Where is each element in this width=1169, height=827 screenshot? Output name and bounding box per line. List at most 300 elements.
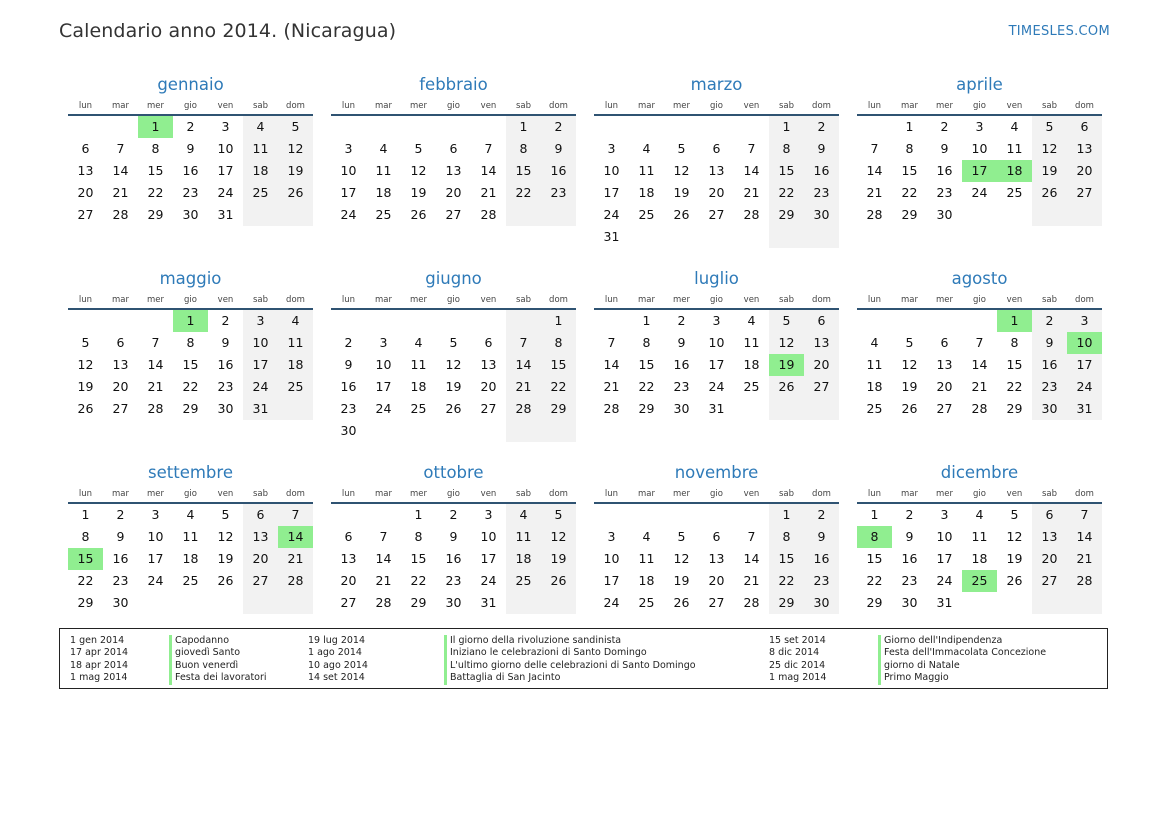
day-cell[interactable]: 26 <box>77 401 94 416</box>
day-cell[interactable]: 24 <box>147 573 164 588</box>
day-cell[interactable]: 2 <box>221 313 230 328</box>
day-cell[interactable]: 26 <box>673 595 690 610</box>
day-cell[interactable]: 5 <box>414 141 423 156</box>
day-cell[interactable]: 23 <box>445 573 462 588</box>
day-cell[interactable]: 27 <box>112 401 129 416</box>
day-cell[interactable]: 31 <box>243 398 278 420</box>
day-cell[interactable]: 18 <box>866 379 883 394</box>
day-cell[interactable]: 15 <box>866 551 883 566</box>
day-cell[interactable]: 1 <box>642 313 651 328</box>
day-cell[interactable]: 7 <box>870 141 879 156</box>
day-cell[interactable]: 19 <box>901 379 918 394</box>
day-cell[interactable]: 31 <box>1067 398 1102 420</box>
day-cell[interactable]: 15 <box>182 357 199 372</box>
day-cell[interactable]: 30 <box>804 204 839 226</box>
day-cell[interactable]: 11 <box>278 332 313 354</box>
day-cell[interactable]: 3 <box>344 141 353 156</box>
day-cell[interactable]: 6 <box>804 310 839 332</box>
holiday-day-cell[interactable]: 17 <box>962 160 997 182</box>
day-cell[interactable]: 12 <box>77 357 94 372</box>
day-cell[interactable]: 23 <box>112 573 129 588</box>
day-cell[interactable]: 10 <box>147 529 164 544</box>
day-cell[interactable]: 6 <box>1067 116 1102 138</box>
day-cell[interactable]: 17 <box>375 379 392 394</box>
day-cell[interactable]: 20 <box>708 573 725 588</box>
day-cell[interactable]: 5 <box>541 504 576 526</box>
day-cell[interactable]: 19 <box>77 379 94 394</box>
day-cell[interactable]: 29 <box>901 207 918 222</box>
day-cell[interactable]: 26 <box>445 401 462 416</box>
day-cell[interactable]: 25 <box>1006 185 1023 200</box>
day-cell[interactable]: 14 <box>506 354 541 376</box>
day-cell[interactable]: 18 <box>243 160 278 182</box>
day-cell[interactable]: 18 <box>506 548 541 570</box>
day-cell[interactable]: 21 <box>506 376 541 398</box>
day-cell[interactable]: 11 <box>243 138 278 160</box>
day-cell[interactable]: 9 <box>1032 332 1067 354</box>
day-cell[interactable]: 15 <box>147 163 164 178</box>
day-cell[interactable]: 22 <box>638 379 655 394</box>
day-cell[interactable]: 27 <box>1032 570 1067 592</box>
day-cell[interactable]: 7 <box>506 332 541 354</box>
day-cell[interactable]: 28 <box>278 570 313 592</box>
day-cell[interactable]: 3 <box>975 119 984 134</box>
site-link[interactable]: TIMESLES.COM <box>1008 24 1110 39</box>
day-cell[interactable]: 26 <box>278 182 313 204</box>
holiday-day-cell[interactable]: 1 <box>997 310 1032 332</box>
day-cell[interactable]: 18 <box>971 551 988 566</box>
day-cell[interactable]: 12 <box>901 357 918 372</box>
day-cell[interactable]: 21 <box>147 379 164 394</box>
day-cell[interactable]: 14 <box>1067 526 1102 548</box>
day-cell[interactable]: 6 <box>484 335 493 350</box>
day-cell[interactable]: 31 <box>217 207 234 222</box>
day-cell[interactable]: 25 <box>243 182 278 204</box>
day-cell[interactable]: 26 <box>901 401 918 416</box>
holiday-day-cell[interactable]: 25 <box>962 570 997 592</box>
day-cell[interactable]: 9 <box>221 335 230 350</box>
day-cell[interactable]: 11 <box>182 529 199 544</box>
day-cell[interactable]: 14 <box>375 551 392 566</box>
day-cell[interactable]: 27 <box>708 207 725 222</box>
day-cell[interactable]: 29 <box>182 401 199 416</box>
day-cell[interactable]: 13 <box>804 332 839 354</box>
day-cell[interactable]: 1 <box>905 119 914 134</box>
day-cell[interactable]: 22 <box>541 376 576 398</box>
day-cell[interactable]: 10 <box>340 163 357 178</box>
day-cell[interactable]: 7 <box>116 141 125 156</box>
holiday-day-cell[interactable]: 18 <box>997 160 1032 182</box>
day-cell[interactable]: 2 <box>186 119 195 134</box>
day-cell[interactable]: 26 <box>1032 182 1067 204</box>
day-cell[interactable]: 5 <box>1010 507 1019 522</box>
day-cell[interactable]: 9 <box>804 526 839 548</box>
day-cell[interactable]: 15 <box>769 160 804 182</box>
day-cell[interactable]: 5 <box>1032 116 1067 138</box>
day-cell[interactable]: 15 <box>638 357 655 372</box>
day-cell[interactable]: 16 <box>112 551 129 566</box>
day-cell[interactable]: 7 <box>747 529 756 544</box>
day-cell[interactable]: 23 <box>901 573 918 588</box>
day-cell[interactable]: 12 <box>278 138 313 160</box>
day-cell[interactable]: 22 <box>1006 379 1023 394</box>
day-cell[interactable]: 15 <box>541 354 576 376</box>
day-cell[interactable]: 17 <box>936 551 953 566</box>
day-cell[interactable]: 4 <box>186 507 195 522</box>
day-cell[interactable]: 4 <box>642 141 651 156</box>
day-cell[interactable]: 29 <box>866 595 883 610</box>
day-cell[interactable]: 3 <box>712 313 721 328</box>
day-cell[interactable]: 31 <box>708 401 725 416</box>
day-cell[interactable]: 21 <box>866 185 883 200</box>
day-cell[interactable]: 25 <box>743 379 760 394</box>
day-cell[interactable]: 17 <box>708 357 725 372</box>
day-cell[interactable]: 20 <box>708 185 725 200</box>
day-cell[interactable]: 13 <box>708 551 725 566</box>
day-cell[interactable]: 14 <box>866 163 883 178</box>
day-cell[interactable]: 29 <box>77 595 94 610</box>
day-cell[interactable]: 28 <box>743 207 760 222</box>
day-cell[interactable]: 13 <box>445 163 462 178</box>
day-cell[interactable]: 25 <box>506 570 541 592</box>
day-cell[interactable]: 31 <box>603 229 620 244</box>
day-cell[interactable]: 6 <box>712 141 721 156</box>
day-cell[interactable]: 2 <box>804 116 839 138</box>
day-cell[interactable]: 3 <box>940 507 949 522</box>
day-cell[interactable]: 17 <box>340 185 357 200</box>
day-cell[interactable]: 16 <box>936 163 953 178</box>
day-cell[interactable]: 29 <box>410 595 427 610</box>
day-cell[interactable]: 23 <box>340 401 357 416</box>
day-cell[interactable]: 30 <box>445 595 462 610</box>
day-cell[interactable]: 25 <box>866 401 883 416</box>
day-cell[interactable]: 13 <box>480 357 497 372</box>
day-cell[interactable]: 25 <box>638 595 655 610</box>
day-cell[interactable]: 8 <box>642 335 651 350</box>
day-cell[interactable]: 3 <box>607 141 616 156</box>
day-cell[interactable]: 9 <box>905 529 914 544</box>
day-cell[interactable]: 27 <box>936 401 953 416</box>
day-cell[interactable]: 24 <box>971 185 988 200</box>
day-cell[interactable]: 5 <box>278 116 313 138</box>
day-cell[interactable]: 12 <box>673 163 690 178</box>
day-cell[interactable]: 9 <box>116 529 125 544</box>
day-cell[interactable]: 28 <box>1067 570 1102 592</box>
day-cell[interactable]: 23 <box>936 185 953 200</box>
day-cell[interactable]: 23 <box>804 182 839 204</box>
day-cell[interactable]: 15 <box>901 163 918 178</box>
day-cell[interactable]: 7 <box>607 335 616 350</box>
day-cell[interactable]: 30 <box>340 423 357 438</box>
day-cell[interactable]: 8 <box>186 335 195 350</box>
day-cell[interactable]: 5 <box>81 335 90 350</box>
day-cell[interactable]: 10 <box>936 529 953 544</box>
day-cell[interactable]: 3 <box>221 119 230 134</box>
day-cell[interactable]: 6 <box>712 529 721 544</box>
day-cell[interactable]: 19 <box>541 548 576 570</box>
day-cell[interactable]: 9 <box>804 138 839 160</box>
day-cell[interactable]: 22 <box>901 185 918 200</box>
day-cell[interactable]: 7 <box>975 335 984 350</box>
day-cell[interactable]: 23 <box>673 379 690 394</box>
day-cell[interactable]: 24 <box>340 207 357 222</box>
day-cell[interactable]: 5 <box>677 529 686 544</box>
day-cell[interactable]: 6 <box>81 141 90 156</box>
day-cell[interactable]: 27 <box>243 570 278 592</box>
day-cell[interactable]: 23 <box>1032 376 1067 398</box>
day-cell[interactable]: 26 <box>410 207 427 222</box>
day-cell[interactable]: 7 <box>484 141 493 156</box>
day-cell[interactable]: 9 <box>940 141 949 156</box>
day-cell[interactable]: 19 <box>278 160 313 182</box>
day-cell[interactable]: 9 <box>541 138 576 160</box>
day-cell[interactable]: 9 <box>677 335 686 350</box>
day-cell[interactable]: 21 <box>603 379 620 394</box>
day-cell[interactable]: 8 <box>541 332 576 354</box>
day-cell[interactable]: 19 <box>1006 551 1023 566</box>
day-cell[interactable]: 20 <box>936 379 953 394</box>
day-cell[interactable]: 22 <box>769 182 804 204</box>
day-cell[interactable]: 28 <box>866 207 883 222</box>
day-cell[interactable]: 28 <box>112 207 129 222</box>
day-cell[interactable]: 25 <box>278 376 313 398</box>
day-cell[interactable]: 1 <box>81 507 90 522</box>
day-cell[interactable]: 23 <box>182 185 199 200</box>
day-cell[interactable]: 27 <box>340 595 357 610</box>
day-cell[interactable]: 30 <box>217 401 234 416</box>
day-cell[interactable]: 24 <box>1067 376 1102 398</box>
day-cell[interactable]: 27 <box>77 207 94 222</box>
day-cell[interactable]: 10 <box>480 529 497 544</box>
day-cell[interactable]: 4 <box>642 529 651 544</box>
day-cell[interactable]: 18 <box>638 573 655 588</box>
day-cell[interactable]: 18 <box>375 185 392 200</box>
day-cell[interactable]: 2 <box>905 507 914 522</box>
day-cell[interactable]: 10 <box>603 551 620 566</box>
day-cell[interactable]: 7 <box>278 504 313 526</box>
day-cell[interactable]: 19 <box>217 551 234 566</box>
day-cell[interactable]: 12 <box>217 529 234 544</box>
day-cell[interactable]: 28 <box>147 401 164 416</box>
day-cell[interactable]: 1 <box>769 504 804 526</box>
day-cell[interactable]: 9 <box>449 529 458 544</box>
day-cell[interactable]: 20 <box>243 548 278 570</box>
day-cell[interactable]: 4 <box>747 313 756 328</box>
day-cell[interactable]: 4 <box>1010 119 1019 134</box>
day-cell[interactable]: 25 <box>182 573 199 588</box>
holiday-day-cell[interactable]: 8 <box>857 526 892 548</box>
day-cell[interactable]: 10 <box>971 141 988 156</box>
day-cell[interactable]: 20 <box>480 379 497 394</box>
day-cell[interactable]: 10 <box>375 357 392 372</box>
day-cell[interactable]: 12 <box>769 332 804 354</box>
day-cell[interactable]: 20 <box>1067 160 1102 182</box>
day-cell[interactable]: 14 <box>743 163 760 178</box>
day-cell[interactable]: 27 <box>804 376 839 398</box>
day-cell[interactable]: 30 <box>112 595 129 610</box>
day-cell[interactable]: 13 <box>708 163 725 178</box>
day-cell[interactable]: 13 <box>340 551 357 566</box>
day-cell[interactable]: 16 <box>182 163 199 178</box>
day-cell[interactable]: 12 <box>673 551 690 566</box>
day-cell[interactable]: 8 <box>769 526 804 548</box>
day-cell[interactable]: 10 <box>603 163 620 178</box>
day-cell[interactable]: 11 <box>506 526 541 548</box>
day-cell[interactable]: 16 <box>217 357 234 372</box>
day-cell[interactable]: 17 <box>480 551 497 566</box>
day-cell[interactable]: 18 <box>743 357 760 372</box>
day-cell[interactable]: 29 <box>769 592 804 614</box>
holiday-day-cell[interactable]: 10 <box>1067 332 1102 354</box>
day-cell[interactable]: 12 <box>445 357 462 372</box>
day-cell[interactable]: 6 <box>243 504 278 526</box>
day-cell[interactable]: 22 <box>182 379 199 394</box>
day-cell[interactable]: 30 <box>1032 398 1067 420</box>
day-cell[interactable]: 14 <box>971 357 988 372</box>
day-cell[interactable]: 22 <box>866 573 883 588</box>
day-cell[interactable]: 30 <box>673 401 690 416</box>
day-cell[interactable]: 16 <box>541 160 576 182</box>
holiday-day-cell[interactable]: 1 <box>138 116 173 138</box>
day-cell[interactable]: 31 <box>480 595 497 610</box>
day-cell[interactable]: 8 <box>506 138 541 160</box>
day-cell[interactable]: 5 <box>677 141 686 156</box>
day-cell[interactable]: 14 <box>743 551 760 566</box>
day-cell[interactable]: 22 <box>147 185 164 200</box>
day-cell[interactable]: 8 <box>81 529 90 544</box>
day-cell[interactable]: 8 <box>769 138 804 160</box>
day-cell[interactable]: 24 <box>603 207 620 222</box>
day-cell[interactable]: 23 <box>804 570 839 592</box>
day-cell[interactable]: 20 <box>340 573 357 588</box>
day-cell[interactable]: 7 <box>747 141 756 156</box>
day-cell[interactable]: 19 <box>673 185 690 200</box>
day-cell[interactable]: 5 <box>449 335 458 350</box>
day-cell[interactable]: 4 <box>379 141 388 156</box>
day-cell[interactable]: 16 <box>901 551 918 566</box>
day-cell[interactable]: 15 <box>410 551 427 566</box>
day-cell[interactable]: 21 <box>480 185 497 200</box>
day-cell[interactable]: 27 <box>1067 182 1102 204</box>
day-cell[interactable]: 2 <box>677 313 686 328</box>
day-cell[interactable]: 26 <box>217 573 234 588</box>
day-cell[interactable]: 19 <box>445 379 462 394</box>
day-cell[interactable]: 15 <box>506 160 541 182</box>
day-cell[interactable]: 12 <box>541 526 576 548</box>
day-cell[interactable]: 11 <box>410 357 427 372</box>
day-cell[interactable]: 23 <box>217 379 234 394</box>
day-cell[interactable]: 15 <box>769 548 804 570</box>
day-cell[interactable]: 13 <box>112 357 129 372</box>
day-cell[interactable]: 17 <box>603 185 620 200</box>
day-cell[interactable]: 4 <box>870 335 879 350</box>
day-cell[interactable]: 24 <box>480 573 497 588</box>
day-cell[interactable]: 16 <box>1032 354 1067 376</box>
day-cell[interactable]: 30 <box>901 595 918 610</box>
day-cell[interactable]: 24 <box>708 379 725 394</box>
day-cell[interactable]: 8 <box>414 529 423 544</box>
day-cell[interactable]: 19 <box>1032 160 1067 182</box>
day-cell[interactable]: 17 <box>147 551 164 566</box>
day-cell[interactable]: 21 <box>112 185 129 200</box>
day-cell[interactable]: 23 <box>541 182 576 204</box>
day-cell[interactable]: 5 <box>769 310 804 332</box>
day-cell[interactable]: 30 <box>804 592 839 614</box>
day-cell[interactable]: 28 <box>375 595 392 610</box>
day-cell[interactable]: 25 <box>410 401 427 416</box>
day-cell[interactable]: 1 <box>541 310 576 332</box>
day-cell[interactable]: 13 <box>936 357 953 372</box>
day-cell[interactable]: 13 <box>77 163 94 178</box>
day-cell[interactable]: 7 <box>151 335 160 350</box>
day-cell[interactable]: 13 <box>1032 526 1067 548</box>
day-cell[interactable]: 16 <box>804 160 839 182</box>
day-cell[interactable]: 11 <box>638 163 655 178</box>
day-cell[interactable]: 29 <box>1006 401 1023 416</box>
day-cell[interactable]: 8 <box>151 141 160 156</box>
day-cell[interactable]: 14 <box>112 163 129 178</box>
day-cell[interactable]: 24 <box>936 573 953 588</box>
day-cell[interactable]: 20 <box>77 185 94 200</box>
day-cell[interactable]: 2 <box>344 335 353 350</box>
day-cell[interactable]: 8 <box>1010 335 1019 350</box>
day-cell[interactable]: 14 <box>603 357 620 372</box>
day-cell[interactable]: 21 <box>743 185 760 200</box>
day-cell[interactable]: 30 <box>936 207 953 222</box>
day-cell[interactable]: 3 <box>484 507 493 522</box>
day-cell[interactable]: 9 <box>186 141 195 156</box>
day-cell[interactable]: 21 <box>375 573 392 588</box>
day-cell[interactable]: 12 <box>1006 529 1023 544</box>
day-cell[interactable]: 28 <box>971 401 988 416</box>
day-cell[interactable]: 3 <box>151 507 160 522</box>
day-cell[interactable]: 10 <box>243 332 278 354</box>
day-cell[interactable]: 14 <box>480 163 497 178</box>
day-cell[interactable]: 10 <box>708 335 725 350</box>
day-cell[interactable]: 1 <box>870 507 879 522</box>
day-cell[interactable]: 21 <box>743 573 760 588</box>
day-cell[interactable]: 18 <box>638 185 655 200</box>
day-cell[interactable]: 11 <box>971 529 988 544</box>
day-cell[interactable]: 13 <box>243 526 278 548</box>
day-cell[interactable]: 4 <box>506 504 541 526</box>
day-cell[interactable]: 5 <box>221 507 230 522</box>
day-cell[interactable]: 20 <box>445 185 462 200</box>
day-cell[interactable]: 13 <box>1067 138 1102 160</box>
day-cell[interactable]: 28 <box>743 595 760 610</box>
day-cell[interactable]: 16 <box>445 551 462 566</box>
day-cell[interactable]: 19 <box>673 573 690 588</box>
day-cell[interactable]: 29 <box>638 401 655 416</box>
day-cell[interactable]: 22 <box>769 570 804 592</box>
day-cell[interactable]: 7 <box>379 529 388 544</box>
day-cell[interactable]: 27 <box>445 207 462 222</box>
day-cell[interactable]: 18 <box>278 354 313 376</box>
day-cell[interactable]: 29 <box>147 207 164 222</box>
day-cell[interactable]: 4 <box>975 507 984 522</box>
day-cell[interactable]: 2 <box>116 507 125 522</box>
day-cell[interactable]: 1 <box>506 116 541 138</box>
day-cell[interactable]: 9 <box>344 357 353 372</box>
day-cell[interactable]: 22 <box>77 573 94 588</box>
day-cell[interactable]: 6 <box>449 141 458 156</box>
day-cell[interactable]: 6 <box>940 335 949 350</box>
day-cell[interactable]: 24 <box>217 185 234 200</box>
day-cell[interactable]: 31 <box>936 595 953 610</box>
day-cell[interactable]: 17 <box>1067 354 1102 376</box>
day-cell[interactable]: 8 <box>905 141 914 156</box>
day-cell[interactable]: 2 <box>449 507 458 522</box>
